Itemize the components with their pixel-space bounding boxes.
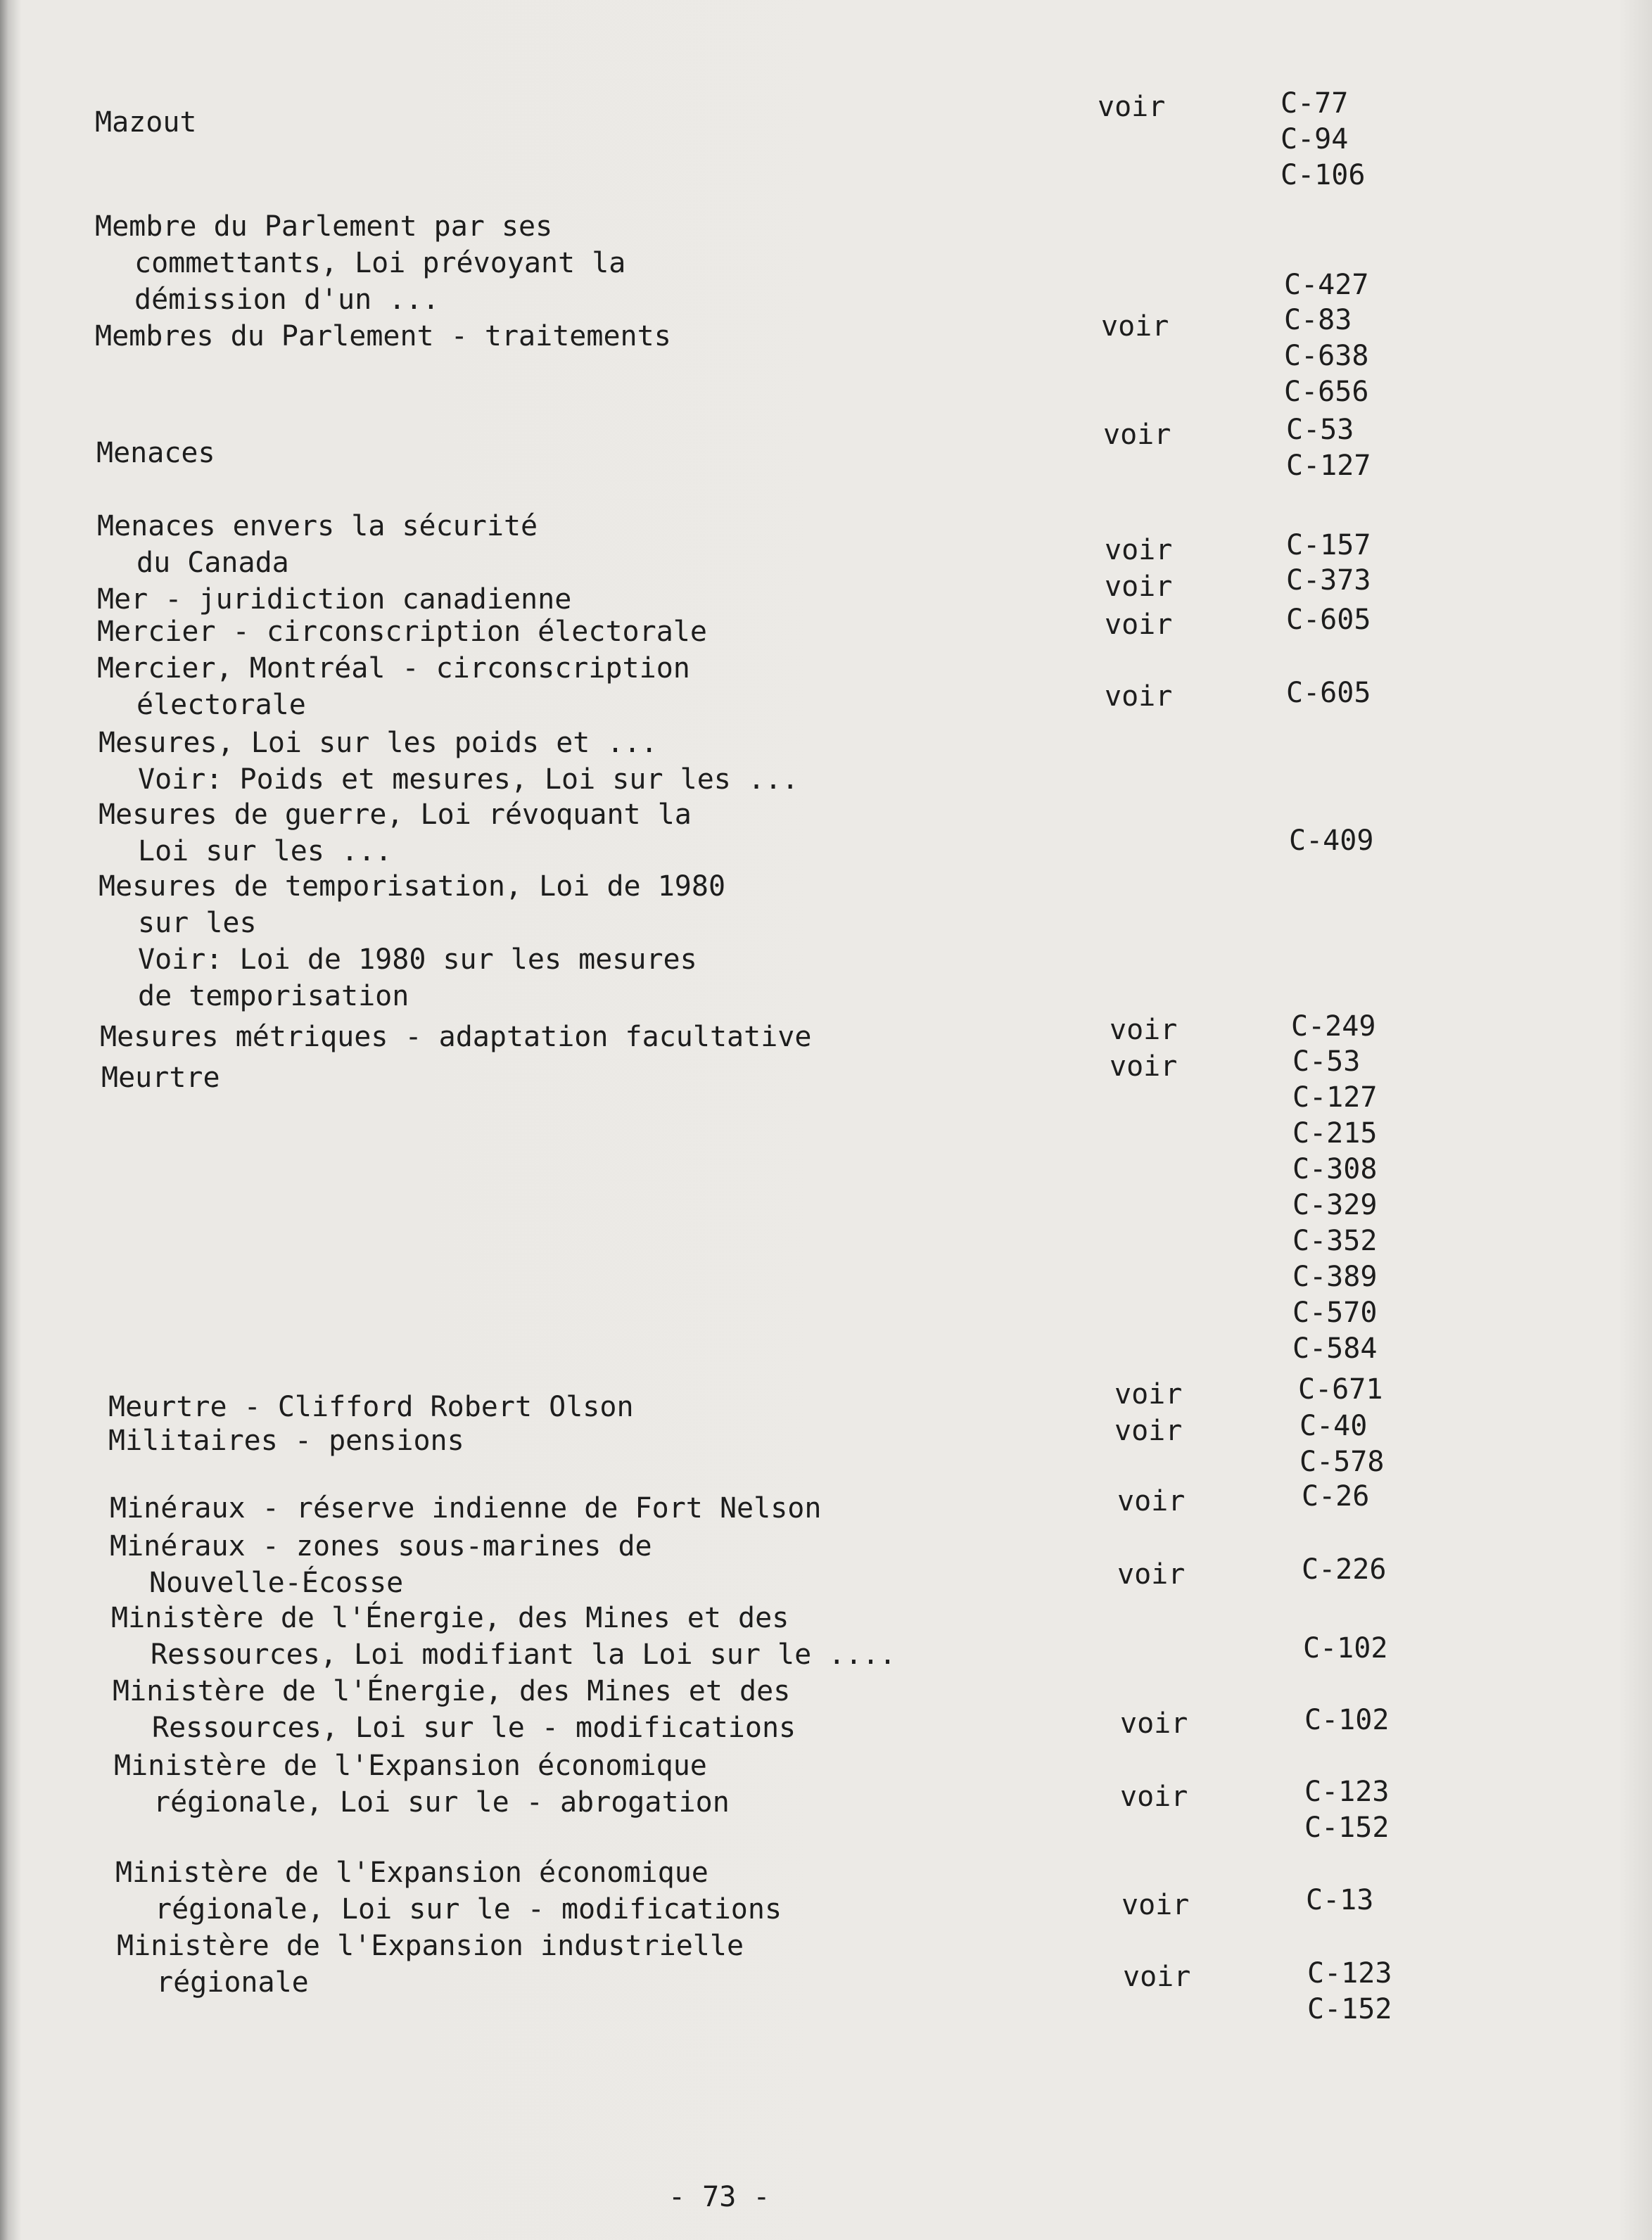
entry-line: de temporisation xyxy=(138,980,409,1012)
entry-line: Ressources, Loi modifiant la Loi sur le .... xyxy=(151,1638,896,1671)
index-entry xyxy=(115,1854,782,1928)
code-list xyxy=(1302,1479,1369,1515)
voir-label: voir xyxy=(1105,571,1173,603)
bill-code: C-308 xyxy=(1292,1153,1378,1185)
index-entry xyxy=(101,1059,220,1096)
entry-line: Mer - juridiction canadienne xyxy=(97,583,572,616)
entry-line: Mercier, Montréal - circonscription xyxy=(97,652,690,685)
bill-code: C-53 xyxy=(1286,414,1354,446)
bill-code: C-329 xyxy=(1292,1189,1378,1221)
code-list xyxy=(1291,1009,1375,1045)
index-entry xyxy=(99,868,725,1014)
index-entry xyxy=(110,1490,821,1527)
entry-line: électorale xyxy=(136,689,306,721)
code-list xyxy=(1304,1703,1389,1738)
entry-line: Nouvelle-Écosse xyxy=(149,1567,404,1599)
code-list xyxy=(1304,1774,1389,1846)
bill-code: C-77 xyxy=(1281,87,1349,120)
index-entry xyxy=(100,1019,811,1055)
bill-code: C-409 xyxy=(1289,825,1374,857)
bill-code: C-389 xyxy=(1292,1261,1378,1293)
entry-line: Ministère de l'Expansion économique xyxy=(114,1750,707,1782)
entry-line: Militaires - pensions xyxy=(108,1425,464,1457)
bill-code: C-249 xyxy=(1291,1010,1376,1043)
entry-line: Mesures, Loi sur les poids et ... xyxy=(99,727,658,759)
bill-code: C-26 xyxy=(1302,1480,1370,1513)
bill-code: C-94 xyxy=(1281,123,1349,155)
code-list xyxy=(1292,1044,1377,1367)
entry-line: régionale, Loi sur le - modifications xyxy=(155,1893,782,1926)
bill-code: C-157 xyxy=(1286,529,1371,561)
index-entry xyxy=(96,435,215,471)
bill-code: C-123 xyxy=(1304,1776,1390,1808)
index-entry xyxy=(95,208,625,318)
voir-label: voir xyxy=(1110,1050,1178,1083)
voir-label: voir xyxy=(1105,680,1173,713)
index-entry xyxy=(108,1423,464,1459)
entry-line: Meurtre - Clifford Robert Olson xyxy=(108,1391,634,1423)
entry-line: Mesures de guerre, Loi révoquant la xyxy=(99,798,692,831)
entry-line: Loi sur les ... xyxy=(138,835,393,867)
entry-line: Ministère de l'Énergie, des Mines et des xyxy=(111,1602,789,1634)
bill-code: C-226 xyxy=(1302,1553,1387,1586)
index-entry xyxy=(111,1600,896,1673)
index-entry xyxy=(97,508,538,581)
voir-label: voir xyxy=(1114,1415,1183,1447)
code-list xyxy=(1298,1372,1383,1408)
code-list xyxy=(1300,1408,1384,1480)
entry-line: régionale, Loi sur le - abrogation xyxy=(153,1786,730,1819)
bill-code: C-605 xyxy=(1286,604,1371,636)
code-list xyxy=(1284,303,1368,410)
voir-label: voir xyxy=(1105,534,1173,566)
code-list xyxy=(1284,267,1368,303)
entry-line: Voir: Poids et mesures, Loi sur les ... xyxy=(138,763,799,796)
bill-code: C-352 xyxy=(1292,1225,1378,1257)
voir-label: voir xyxy=(1122,1889,1190,1921)
entry-line: Menaces xyxy=(96,437,215,469)
bill-code: C-215 xyxy=(1292,1117,1378,1150)
bill-code: C-13 xyxy=(1306,1884,1374,1916)
index-entry xyxy=(114,1748,730,1821)
voir-label: voir xyxy=(1103,419,1171,451)
entry-line: Mesures métriques - adaptation facultative xyxy=(100,1021,812,1053)
index-entry xyxy=(95,318,671,355)
entry-line: Minéraux - réserve indienne de Fort Nelson xyxy=(110,1492,822,1525)
bill-code: C-671 xyxy=(1298,1373,1383,1406)
entry-line: régionale xyxy=(156,1966,309,1999)
entry-line: sur les xyxy=(138,907,257,939)
entry-line: démission d'un ... xyxy=(134,284,440,316)
index-entry xyxy=(97,613,707,650)
bill-code: C-605 xyxy=(1286,677,1371,709)
voir-label: voir xyxy=(1123,1961,1191,1993)
code-list xyxy=(1289,823,1373,859)
bill-code: C-83 xyxy=(1284,304,1352,336)
entry-line: Ministère de l'Expansion économique xyxy=(115,1857,709,1889)
entry-line: Membres du Parlement - traitements xyxy=(95,320,671,352)
index-entry xyxy=(99,796,692,870)
code-list xyxy=(1286,412,1371,484)
page-number: - 73 - xyxy=(668,2181,770,2213)
index-entry xyxy=(97,581,571,618)
index-entry xyxy=(95,104,197,141)
bill-code: C-427 xyxy=(1284,269,1369,301)
bill-code: C-656 xyxy=(1284,376,1369,408)
entry-line: Mesures de temporisation, Loi de 1980 xyxy=(99,870,726,903)
index-entry xyxy=(117,1928,744,2001)
voir-label: voir xyxy=(1105,609,1173,641)
index-entry xyxy=(97,650,690,723)
bill-code: C-102 xyxy=(1303,1632,1388,1665)
bill-code: C-570 xyxy=(1292,1297,1378,1329)
bill-code: C-152 xyxy=(1307,1993,1392,2025)
voir-label: voir xyxy=(1098,91,1166,123)
index-entry xyxy=(110,1528,652,1601)
bill-code: C-106 xyxy=(1281,159,1366,191)
entry-line: Ministère de l'Énergie, des Mines et des xyxy=(113,1675,791,1707)
entry-line: Voir: Loi de 1980 sur les mesures xyxy=(138,943,697,976)
bill-code: C-584 xyxy=(1292,1332,1378,1365)
voir-label: voir xyxy=(1101,310,1169,343)
bill-code: C-127 xyxy=(1292,1081,1378,1114)
bill-code: C-53 xyxy=(1292,1045,1361,1078)
code-list xyxy=(1303,1631,1387,1667)
entry-line: commettants, Loi prévoyant la xyxy=(134,247,626,279)
index-entry xyxy=(99,725,799,798)
entry-line: Minéraux - zones sous-marines de xyxy=(110,1530,652,1563)
code-list xyxy=(1286,602,1371,638)
entry-line: Meurtre xyxy=(101,1062,220,1094)
code-list xyxy=(1307,1956,1392,2028)
voir-label: voir xyxy=(1120,1781,1188,1813)
code-list xyxy=(1306,1883,1373,1918)
entry-line: Menaces envers la sécurité xyxy=(97,510,538,542)
bill-code: C-127 xyxy=(1286,450,1371,482)
bill-code: C-638 xyxy=(1284,340,1369,372)
entry-line: Ressources, Loi sur le - modifications xyxy=(152,1712,796,1744)
entry-line: Membre du Parlement par ses xyxy=(95,210,553,243)
entry-line: Mercier - circonscription électorale xyxy=(97,616,707,648)
bill-code: C-123 xyxy=(1307,1957,1392,1990)
entry-line: Ministère de l'Expansion industrielle xyxy=(117,1930,744,1962)
bill-code: C-40 xyxy=(1300,1410,1368,1442)
voir-label: voir xyxy=(1114,1378,1183,1411)
voir-label: voir xyxy=(1117,1558,1186,1591)
entry-line: du Canada xyxy=(136,547,289,579)
bill-code: C-152 xyxy=(1304,1812,1390,1844)
index-entry xyxy=(108,1389,634,1425)
bill-code: C-578 xyxy=(1300,1446,1385,1478)
code-list xyxy=(1281,86,1365,193)
code-list xyxy=(1286,528,1371,564)
bill-code: C-102 xyxy=(1304,1704,1390,1736)
voir-label: voir xyxy=(1117,1485,1186,1517)
code-list xyxy=(1286,675,1371,711)
code-list xyxy=(1302,1552,1386,1588)
bill-code: C-373 xyxy=(1286,564,1371,597)
voir-label: voir xyxy=(1120,1707,1188,1740)
voir-label: voir xyxy=(1110,1014,1178,1046)
entry-line: Mazout xyxy=(95,106,197,139)
index-entry xyxy=(113,1673,796,1746)
code-list xyxy=(1286,563,1371,599)
